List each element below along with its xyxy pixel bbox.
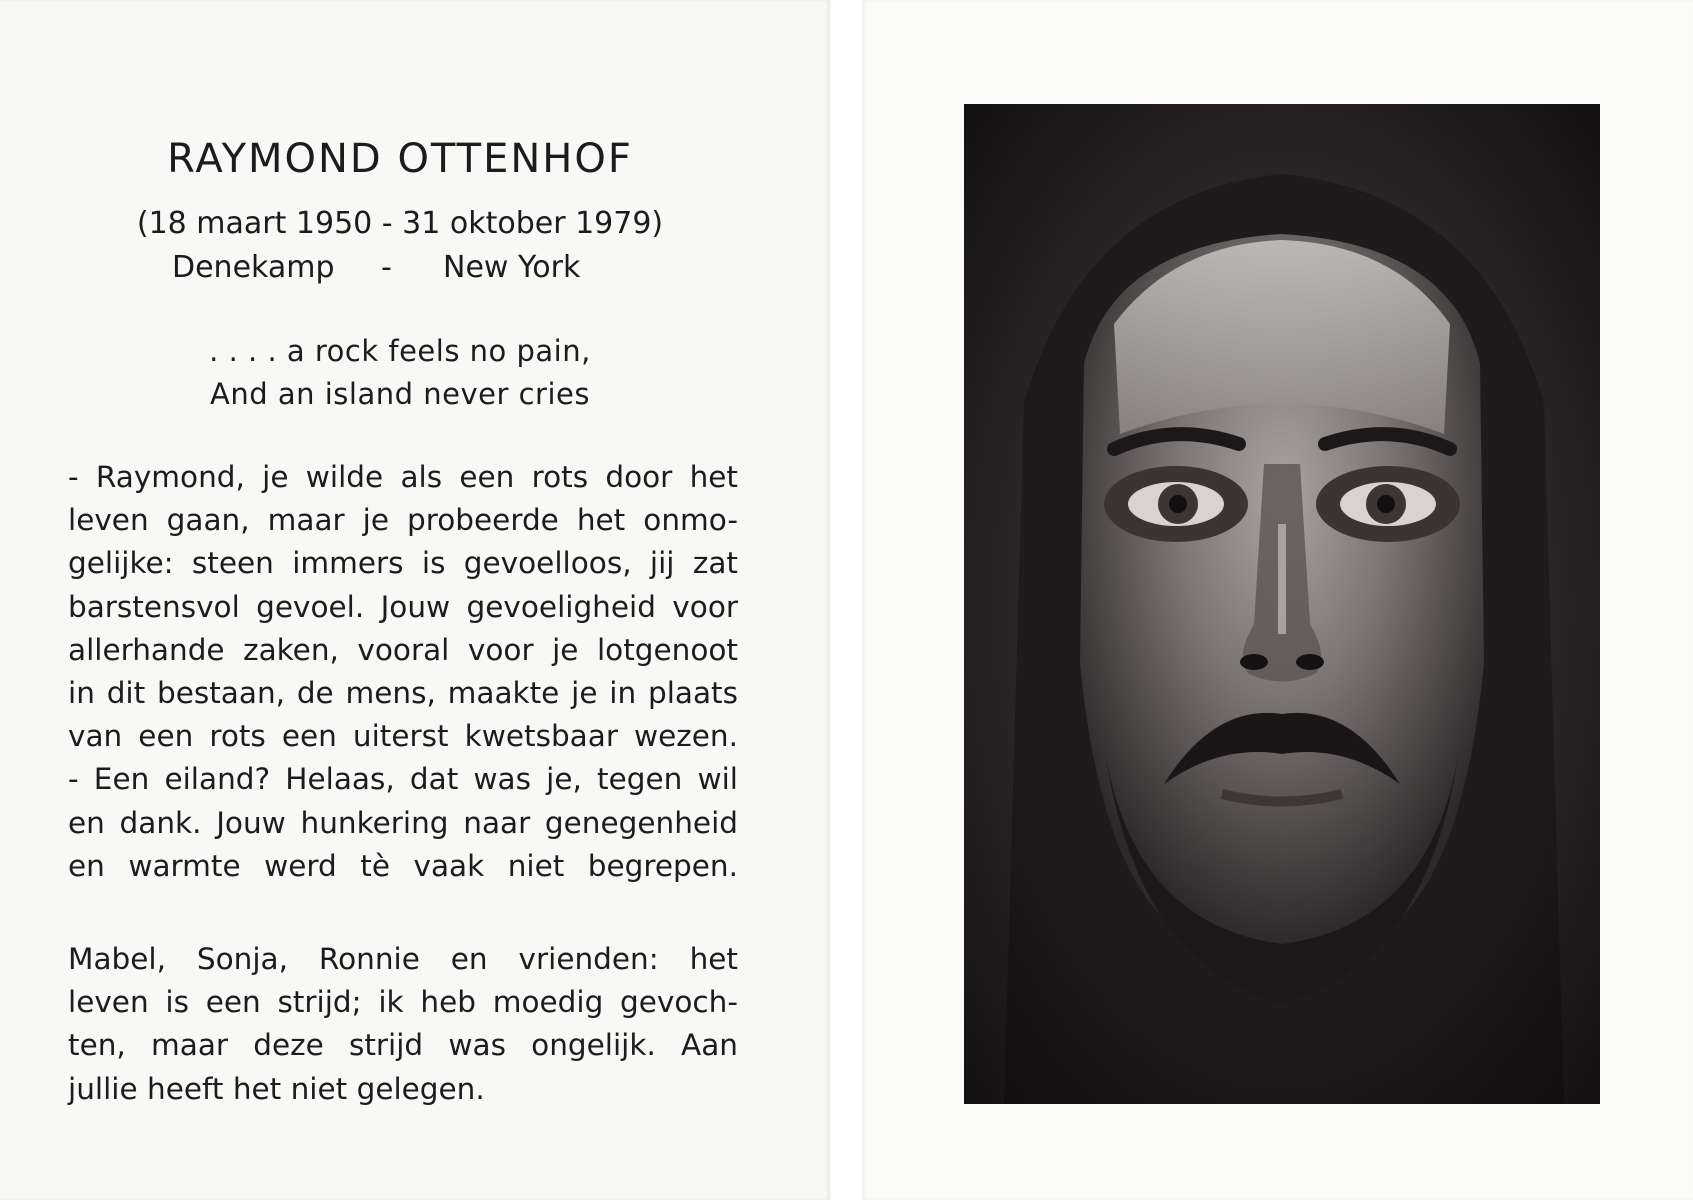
birth-place: Denekamp xyxy=(172,250,335,285)
quote-line: And an island never cries xyxy=(210,377,590,411)
memorial-card-text-side xyxy=(0,0,830,1200)
life-dates: (18 maart 1950 - 31 oktober 1979) xyxy=(136,206,664,241)
text-line: - Raymond, je wilde als een rots door het xyxy=(68,460,738,494)
text-line: leven is een strijd; ik heb moedig gevoch- xyxy=(68,985,738,1020)
quote xyxy=(0,330,800,416)
portrait-drawing-icon xyxy=(964,104,1600,1104)
text-line: barstensvol gevoel. Jouw gevoeligheid voor xyxy=(68,589,738,624)
memorial-paragraph-2 xyxy=(68,938,738,1111)
text-line: leven gaan, maar je probeerde het onmo- xyxy=(68,503,738,538)
memorial-paragraph-1 xyxy=(68,456,738,888)
place-separator: - xyxy=(381,250,392,285)
quote-line: . . . . a rock feels no pain, xyxy=(209,334,591,368)
text-line: jullie heeft het niet gelegen. xyxy=(68,1071,485,1106)
text-line: gelijke: steen immers is gevoelloos, jij zat xyxy=(68,546,738,581)
deceased-name: RAYMOND OTTENHOF xyxy=(167,136,633,182)
text-line: ten, maar deze strijd was ongelijk. Aan xyxy=(68,1028,738,1063)
card-gap xyxy=(830,0,862,1200)
death-place: New York xyxy=(443,250,581,285)
text-line: en warmte werd tè vaak niet begrepen. xyxy=(68,848,738,883)
text-line: van een rots een uiterst kwetsbaar wezen. xyxy=(68,719,738,754)
text-line: - Een eiland? Helaas, dat was je, tegen wil xyxy=(68,762,738,797)
text-line: allerhande zaken, vooral voor je lotgenoot xyxy=(68,632,738,667)
text-line: Mabel, Sonja, Ronnie en vrienden: het xyxy=(68,942,738,976)
text-line: en dank. Jouw hunkering naar genegenheid xyxy=(68,805,738,840)
text-line: in dit bestaan, de mens, maakte je in plaats xyxy=(68,676,738,711)
